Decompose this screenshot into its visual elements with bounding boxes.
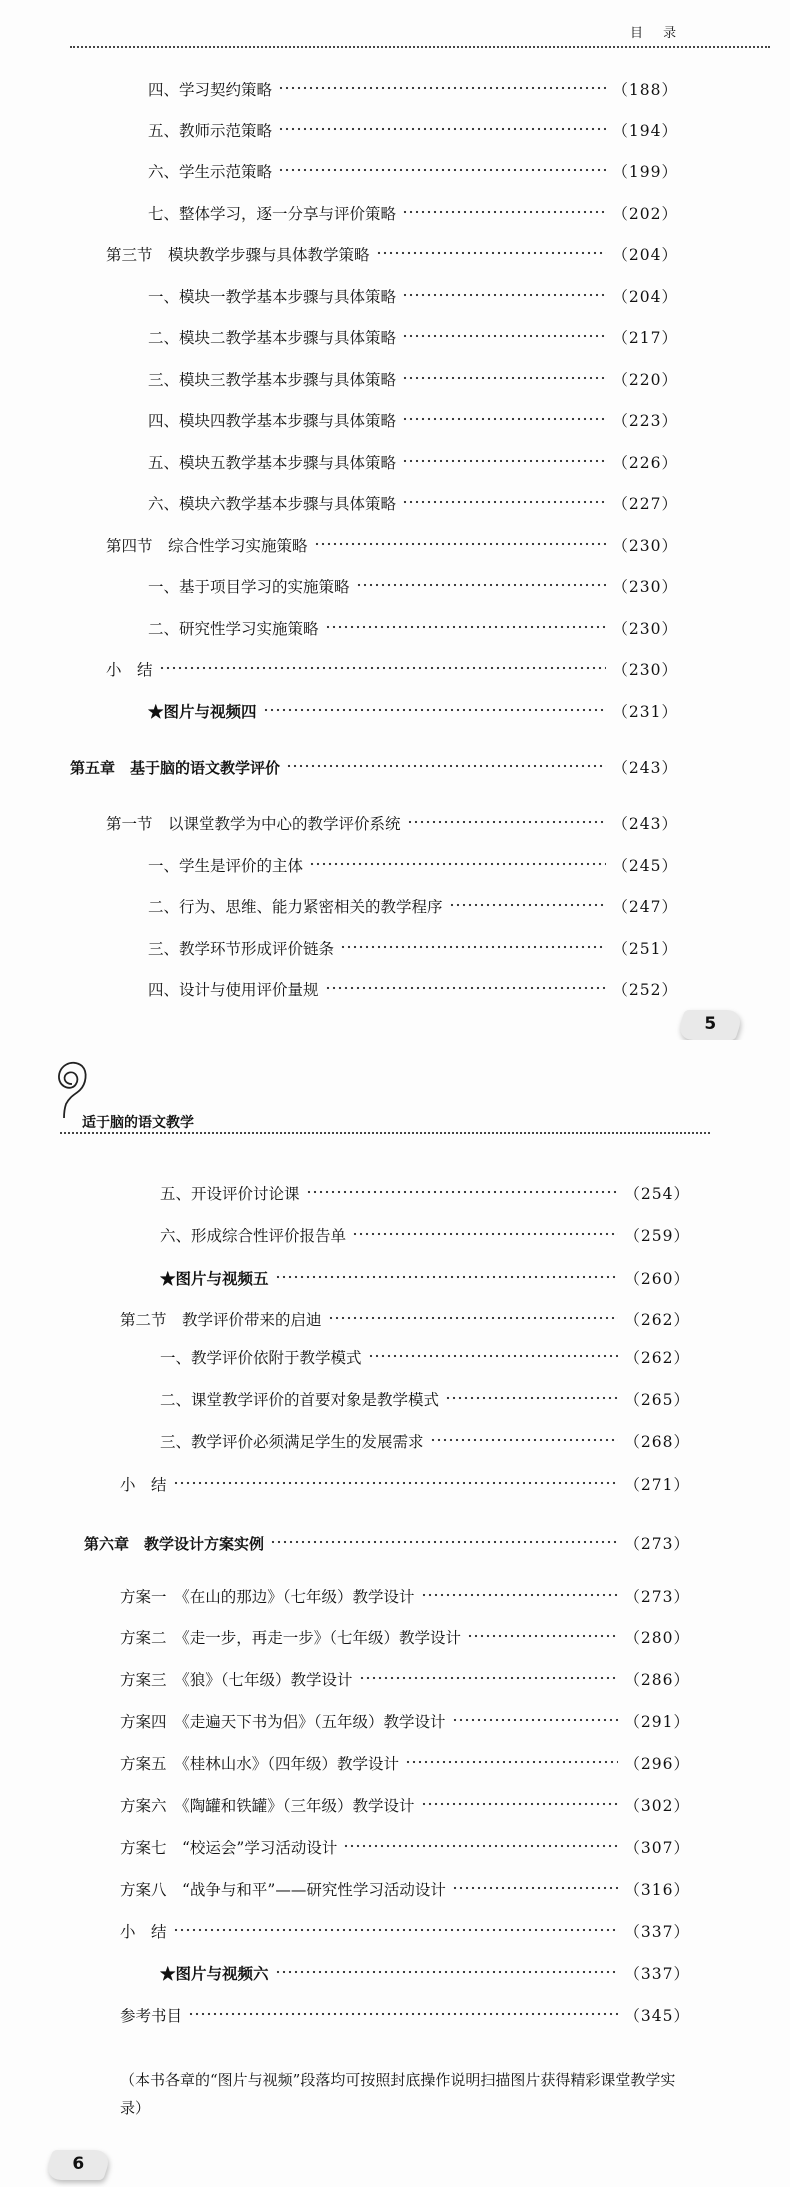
toc-media-entry[interactable] [148, 700, 678, 724]
toc-entry[interactable] [148, 160, 678, 184]
entry-title: 方案二 《走一步，再走一步》（七年级）教学设计 [120, 1629, 462, 1647]
running-header: 目 录 [630, 26, 685, 41]
leader-dots [325, 981, 607, 995]
entry-page: （286） [624, 1671, 690, 1689]
entry-title: 小 结 [120, 1923, 167, 1941]
toc-entry[interactable] [148, 409, 678, 433]
toc-plan-entry[interactable] [120, 1752, 690, 1776]
page-number: 5 [704, 1014, 717, 1034]
entry-page: （245） [612, 857, 678, 875]
leader-dots [376, 246, 607, 260]
entry-page: （337） [624, 1923, 690, 1941]
entry-title: 第六章 教学设计方案实例 [84, 1535, 265, 1553]
leader-dots [421, 1588, 619, 1602]
toc-section[interactable] [106, 534, 678, 558]
toc-entry[interactable] [148, 492, 678, 516]
leader-dots [402, 412, 606, 426]
entry-page: （220） [612, 371, 678, 389]
toc-page-5 [0, 0, 790, 1040]
leader-dots [445, 1391, 618, 1405]
entry-title: 二、研究性学习实施策略 [148, 620, 319, 638]
toc-entry[interactable] [148, 937, 678, 961]
leader-dots [359, 1671, 619, 1685]
toc-plan-entry[interactable] [120, 1794, 690, 1818]
leader-dots [188, 2007, 618, 2021]
entry-title: 七、整体学习，逐一分享与评价策略 [148, 205, 397, 223]
entry-page: （247） [612, 898, 678, 916]
leader-dots [325, 620, 607, 634]
spiral-logo-icon [50, 1048, 90, 1118]
entry-title: 方案一 《在山的那边》（七年级）教学设计 [120, 1588, 415, 1606]
toc-entry[interactable] [160, 1430, 690, 1454]
leader-dots [430, 1433, 619, 1447]
entry-title: 六、学生示范策略 [148, 163, 273, 181]
entry-page: （223） [612, 412, 678, 430]
footnote: （本书各章的“图片与视频”段落均可按照封底操作说明扫描图片获得精彩课堂教学实录） [120, 2071, 676, 2117]
entry-title: 第二节 教学评价带来的启迪 [120, 1311, 322, 1329]
toc-entry[interactable] [148, 978, 678, 1002]
toc-summary[interactable] [120, 1920, 690, 1944]
entry-page: （254） [624, 1185, 690, 1203]
toc-chapter[interactable] [84, 1532, 690, 1556]
entry-page: （316） [624, 1881, 690, 1899]
entry-page: （230） [612, 661, 678, 679]
entry-page: （243） [612, 815, 678, 833]
toc-entry[interactable] [148, 78, 678, 102]
leader-dots [343, 1839, 618, 1853]
entry-page: （217） [612, 329, 678, 347]
entry-title: ★图片与视频四 [148, 702, 257, 721]
entry-page: （199） [612, 163, 678, 181]
leader-dots [173, 1923, 619, 1937]
entry-page: （345） [624, 2007, 690, 2025]
entry-page: （251） [612, 940, 678, 958]
entry-page: （188） [612, 81, 678, 99]
entry-title: 二、行为、思维、能力紧密相关的教学程序 [148, 898, 443, 916]
entry-page: （230） [612, 578, 678, 596]
leader-dots [449, 898, 607, 912]
leader-dots [314, 537, 607, 551]
leader-dots [452, 1881, 619, 1895]
entry-title: 四、设计与使用评价量规 [148, 981, 319, 999]
entry-title: 方案八 “战争与和平”——研究性学习活动设计 [120, 1881, 446, 1899]
entry-title: 一、学生是评价的主体 [148, 857, 304, 875]
entry-title: 四、学习契约策略 [148, 81, 273, 99]
entry-title: 方案五 《桂林山水》（四年级）教学设计 [120, 1755, 400, 1773]
entry-title: 一、教学评价依附于教学模式 [160, 1349, 362, 1367]
page-number-badge [675, 1010, 745, 1040]
leader-dots [402, 454, 606, 468]
toc-entry[interactable] [148, 895, 678, 919]
entry-page: （259） [624, 1227, 690, 1245]
entry-title: 六、形成综合性评价报告单 [160, 1227, 347, 1245]
toc-media-entry[interactable] [160, 1267, 690, 1291]
leader-dots [352, 1227, 618, 1241]
toc-entry[interactable] [160, 1346, 690, 1370]
leader-dots [278, 122, 606, 136]
entry-title: 方案三 《狼》（七年级）教学设计 [120, 1671, 353, 1689]
entry-title: 五、开设评价讨论课 [160, 1185, 300, 1203]
toc-page-6 [0, 1040, 790, 2187]
entry-page: （243） [612, 759, 678, 777]
entry-title: 二、课堂教学评价的首要对象是教学模式 [160, 1391, 440, 1409]
page-number-badge [43, 2150, 113, 2180]
entry-page: （230） [612, 537, 678, 555]
toc-entry[interactable] [148, 326, 678, 350]
toc-entry[interactable] [148, 854, 678, 878]
toc-section[interactable] [106, 243, 678, 267]
entry-title: 方案七 “校运会”学习活动设计 [120, 1839, 338, 1857]
leader-dots [275, 1270, 619, 1284]
entry-page: （262） [624, 1349, 690, 1367]
entry-title: 一、模块一教学基本步骤与具体策略 [148, 288, 397, 306]
entry-title: 方案四 《走遍天下书为侣》（五年级）教学设计 [120, 1713, 446, 1731]
entry-page: （302） [624, 1797, 690, 1815]
entry-page: （265） [624, 1391, 690, 1409]
entry-title: 六、模块六教学基本步骤与具体策略 [148, 495, 397, 513]
leader-dots [402, 495, 606, 509]
leader-dots [421, 1797, 619, 1811]
leader-dots [402, 329, 606, 343]
leader-dots [278, 163, 606, 177]
page-number: 6 [72, 2154, 85, 2174]
entry-page: （230） [612, 620, 678, 638]
toc-plan-entry[interactable] [120, 1710, 690, 1734]
toc-summary[interactable] [120, 1473, 690, 1497]
entry-page: （194） [612, 122, 678, 140]
entry-title: 方案六 《陶罐和铁罐》（三年级）教学设计 [120, 1797, 415, 1815]
leader-dots [306, 1185, 619, 1199]
entry-page: （280） [624, 1629, 690, 1647]
leader-dots [328, 1311, 619, 1325]
entry-title: 五、教师示范策略 [148, 122, 273, 140]
toc-bibliography[interactable] [120, 2004, 690, 2028]
leader-dots [407, 815, 607, 829]
leader-dots [467, 1629, 618, 1643]
entry-title: 第三节 模块教学步骤与具体教学策略 [106, 246, 370, 264]
entry-title: 第五章 基于脑的语文教学评价 [70, 759, 281, 777]
toc-summary[interactable] [106, 658, 678, 682]
leader-dots [286, 759, 606, 773]
toc-entry[interactable] [160, 1224, 690, 1248]
entry-page: （260） [624, 1270, 690, 1288]
running-header: 适于脑的语文教学 [82, 1115, 194, 1131]
toc-plan-entry[interactable] [120, 1836, 690, 1860]
entry-page: （252） [612, 981, 678, 999]
leader-dots [263, 703, 607, 717]
header-rule [60, 1132, 710, 1134]
entry-title: 三、教学评价必须满足学生的发展需求 [160, 1433, 424, 1451]
entry-title: 参考书目 [120, 2007, 183, 2025]
leader-dots [278, 81, 606, 95]
leader-dots [368, 1349, 619, 1363]
toc-media-entry[interactable] [160, 1962, 690, 1986]
toc-entry[interactable] [148, 285, 678, 309]
toc-section[interactable] [106, 812, 678, 836]
entry-title: 五、模块五教学基本步骤与具体策略 [148, 454, 397, 472]
leader-dots [402, 205, 606, 219]
leader-dots [356, 578, 607, 592]
entry-page: （204） [612, 288, 678, 306]
toc-entry[interactable] [148, 368, 678, 392]
toc-entry[interactable] [160, 1182, 690, 1206]
leader-dots [452, 1713, 619, 1727]
leader-dots [340, 940, 606, 954]
header-rule [70, 46, 770, 48]
entry-page: （227） [612, 495, 678, 513]
leader-dots [275, 1965, 619, 1979]
entry-page: （271） [624, 1476, 690, 1494]
entry-title: ★图片与视频六 [160, 1964, 269, 1983]
toc-entry[interactable] [160, 1388, 690, 1412]
entry-title: ★图片与视频五 [160, 1269, 269, 1288]
entry-page: （273） [624, 1535, 690, 1553]
entry-title: 第四节 综合性学习实施策略 [106, 537, 308, 555]
entry-page: （268） [624, 1433, 690, 1451]
entry-page: （204） [612, 246, 678, 264]
toc-section[interactable] [120, 1308, 690, 1332]
leader-dots [270, 1535, 618, 1549]
entry-page: （226） [612, 454, 678, 472]
entry-page: （262） [624, 1311, 690, 1329]
entry-title: 三、模块三教学基本步骤与具体策略 [148, 371, 397, 389]
toc-entry[interactable] [148, 451, 678, 475]
entry-title: 三、教学环节形成评价链条 [148, 940, 335, 958]
leader-dots [402, 371, 606, 385]
toc-entry[interactable] [148, 119, 678, 143]
toc-entry[interactable] [148, 202, 678, 226]
toc-plan-entry[interactable] [120, 1585, 690, 1609]
toc-plan-entry[interactable] [120, 1878, 690, 1902]
entry-page: （231） [612, 703, 678, 721]
toc-plan-entry[interactable] [120, 1626, 690, 1650]
toc-chapter[interactable] [70, 756, 678, 780]
entry-page: （337） [624, 1965, 690, 1983]
entry-page: （273） [624, 1588, 690, 1606]
leader-dots [405, 1755, 618, 1769]
leader-dots [173, 1476, 619, 1490]
entry-title: 第一节 以课堂教学为中心的教学评价系统 [106, 815, 401, 833]
entry-title: 一、基于项目学习的实施策略 [148, 578, 350, 596]
toc-entry[interactable] [148, 617, 678, 641]
toc-plan-entry[interactable] [120, 1668, 690, 1692]
toc-entry[interactable] [148, 575, 678, 599]
entry-page: （296） [624, 1755, 690, 1773]
entry-title: 四、模块四教学基本步骤与具体策略 [148, 412, 397, 430]
entry-page: （307） [624, 1839, 690, 1857]
entry-page: （202） [612, 205, 678, 223]
entry-title: 小 结 [120, 1476, 167, 1494]
leader-dots [309, 857, 606, 871]
entry-title: 二、模块二教学基本步骤与具体策略 [148, 329, 397, 347]
leader-dots [402, 288, 606, 302]
entry-page: （291） [624, 1713, 690, 1731]
leader-dots [159, 661, 607, 675]
entry-title: 小 结 [106, 661, 153, 679]
